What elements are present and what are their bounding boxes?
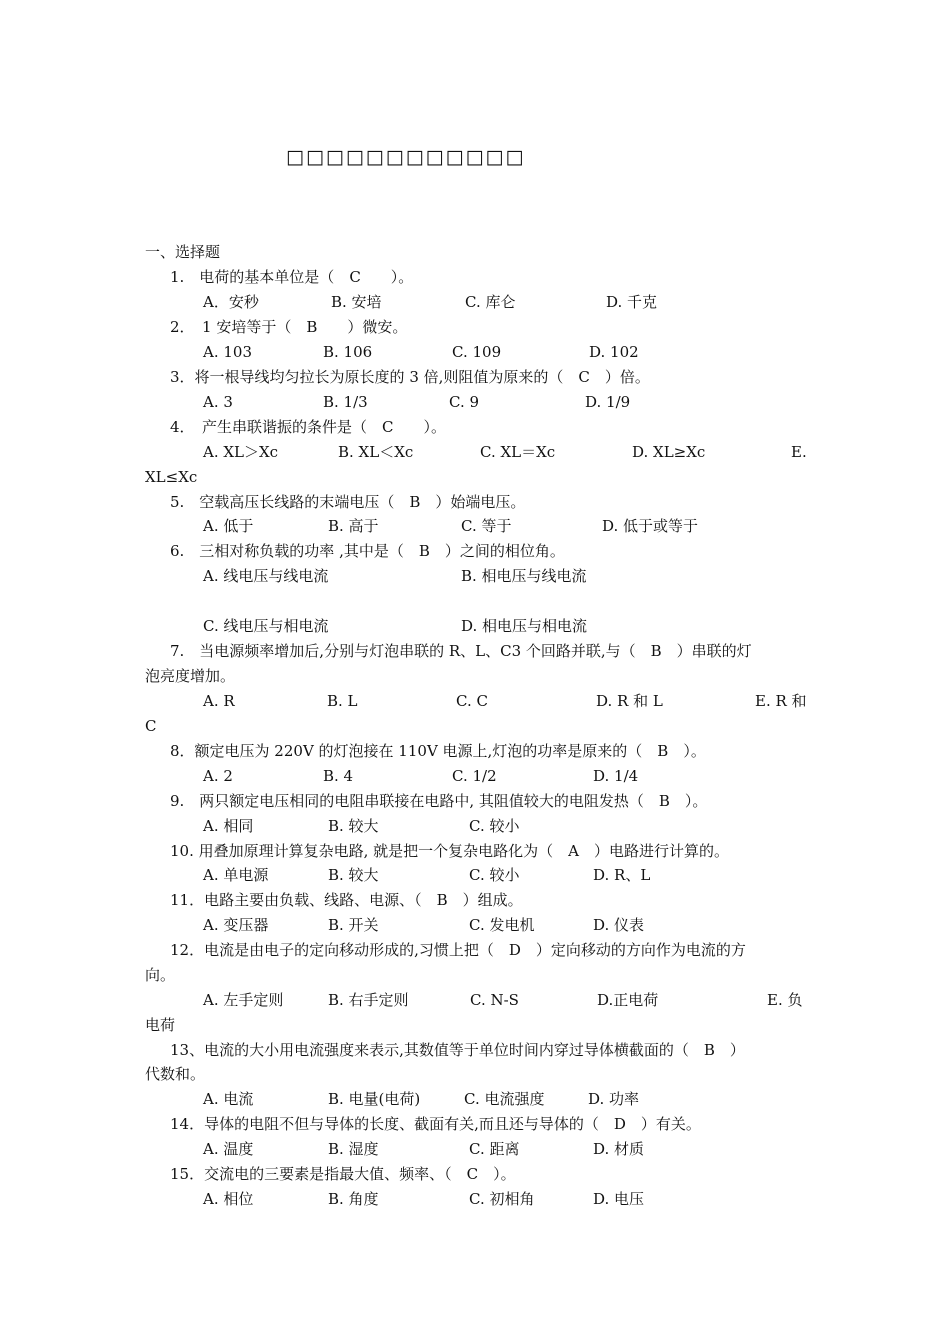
option: E. R 和 [755, 692, 807, 710]
option: B. 电量(电荷) [328, 1090, 421, 1108]
option: C. N-S [470, 991, 519, 1009]
option: D. 千克 [606, 293, 658, 311]
option: C. 发电机 [469, 916, 535, 934]
option: C. XL＝Xc [480, 443, 556, 461]
option: C. 库仑 [465, 293, 516, 311]
option: D. 电压 [593, 1190, 645, 1208]
option: A. 温度 [203, 1140, 254, 1158]
option: D. R、L [593, 866, 651, 884]
option: D. 材质 [593, 1140, 645, 1158]
option: B. 湿度 [328, 1140, 379, 1158]
option: A. 变压器 [203, 916, 269, 934]
option: C. 9 [449, 393, 480, 411]
option: E. [791, 443, 807, 461]
option: C. 较小 [469, 866, 520, 884]
question-stem: 1. 电荷的基本单位是（ C ）。 [170, 268, 414, 286]
option: B. 安培 [331, 293, 382, 311]
question-stem: 4． 产生串联谐振的条件是（ C ）。 [170, 418, 447, 436]
option: B. 角度 [328, 1190, 379, 1208]
question-stem: 15．交流电的三要素是指最大值、频率、（ C ）。 [170, 1165, 516, 1183]
question-stem: 6. 三相对称负载的功率 ,其中是（ B ）之间的相位角。 [170, 542, 565, 560]
section-heading: 一、选择题 [145, 243, 221, 261]
option: D. 仪表 [593, 916, 645, 934]
option: D. 1/4 [593, 767, 639, 785]
question-stem: 10. 用叠加原理计算复杂电路, 就是把一个复杂电路化为（ A ）电路进行计算的。 [170, 842, 729, 860]
option: D. R 和 L [596, 692, 663, 710]
option: A．安秒 [203, 293, 259, 311]
option-wrap: C [145, 717, 157, 735]
option: A. XL＞Xc [203, 443, 279, 461]
option: C. 1/2 [452, 767, 497, 785]
option: B. 106 [323, 343, 373, 361]
option: B. 较大 [328, 866, 379, 884]
option: B. XL＜Xc [338, 443, 414, 461]
option: C. 较小 [469, 817, 520, 835]
option: C. 初相角 [469, 1190, 535, 1208]
question-stem-wrap: 代数和。 [145, 1065, 206, 1083]
option: C. 电流强度 [464, 1090, 545, 1108]
question-stem-wrap: 泡亮度增加。 [145, 667, 236, 685]
option: B. 开关 [328, 916, 379, 934]
option: C. 等于 [461, 517, 512, 535]
option: A. 相位 [203, 1190, 254, 1208]
question-stem: 13、电流的大小用电流强度来表示,其数值等于单位时间内穿过导体横截面的（ B ） [170, 1041, 745, 1059]
option: D. 低于或等于 [602, 517, 699, 535]
option: A. 3 [203, 393, 233, 411]
question-stem: 3．将一根导线均匀拉长为原长度的 3 倍,则阻值为原来的（ C ）倍。 [170, 368, 650, 386]
option-wrap: 电荷 [145, 1016, 176, 1034]
option: C. 109 [452, 343, 502, 361]
option: D. XL≥Xc [632, 443, 706, 461]
option: A. 电流 [203, 1090, 254, 1108]
option: B. 1/3 [323, 393, 368, 411]
option: D. 102 [589, 343, 639, 361]
option: D. 相电压与相电流 [461, 617, 588, 635]
question-stem-wrap: 向。 [145, 966, 176, 984]
option: C. 线电压与相电流 [203, 617, 329, 635]
option: A. 低于 [203, 517, 254, 535]
option: C. 距离 [469, 1140, 520, 1158]
option: A. 线电压与线电流 [203, 567, 329, 585]
question-stem: 8．额定电压为 220V 的灯泡接在 110V 电源上,灯泡的功率是原来的（ B ）。 [170, 742, 706, 760]
option: D.正电荷 [597, 991, 659, 1009]
option: A. 2 [203, 767, 233, 785]
question-stem: 2． 1 安培等于（ B ）微安。 [170, 318, 408, 336]
question-stem: 9. 两只额定电压相同的电阻串联接在电路中, 其阻值较大的电阻发热（ B ）。 [170, 792, 708, 810]
option: B. 右手定则 [328, 991, 409, 1009]
option: D. 1/9 [585, 393, 631, 411]
option-wrap: XL≤Xc [145, 468, 198, 486]
option: A. R [203, 692, 235, 710]
option: C. C [456, 692, 488, 710]
document-title: □□□□□□□□□□□□ [286, 146, 526, 168]
option: B. 4 [323, 767, 354, 785]
option: B. 相电压与线电流 [461, 567, 587, 585]
question-stem: 12．电流是由电子的定向移动形成的,习惯上把（ D ）定向移动的方向作为电流的方 [170, 941, 746, 959]
option: B. 较大 [328, 817, 379, 835]
question-stem: 7. 当电源频率增加后,分别与灯泡串联的 R、L、C3 个回路并联,与（ B ）串联的灯 [170, 642, 752, 660]
option: B. 高于 [328, 517, 379, 535]
option: D. 功率 [588, 1090, 640, 1108]
option: A. 103 [203, 343, 252, 361]
question-stem: 11．电路主要由负载、线路、电源、（ B ）组成。 [170, 891, 523, 909]
question-stem: 14．导体的电阻不但与导体的长度、截面有关,而且还与导体的（ D ）有关。 [170, 1115, 701, 1133]
question-stem: 5. 空载高压长线路的末端电压（ B ）始端电压。 [170, 493, 526, 511]
option: A. 相同 [203, 817, 254, 835]
option: B. L [327, 692, 358, 710]
option: A. 单电源 [203, 866, 269, 884]
option: A. 左手定则 [203, 991, 284, 1009]
option: E. 负 [767, 991, 803, 1009]
